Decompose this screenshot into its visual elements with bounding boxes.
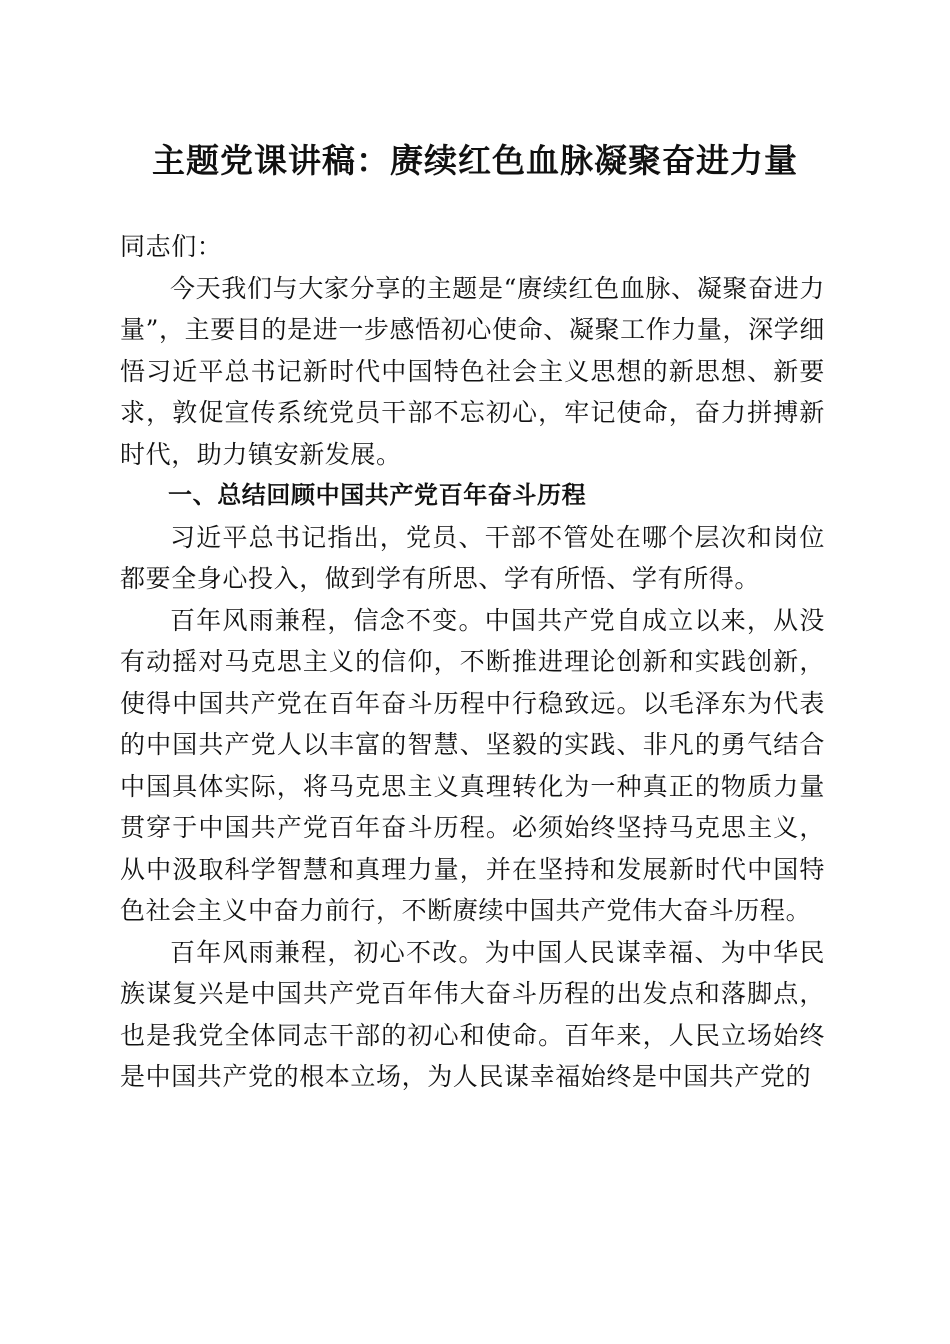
document-body — [120, 226, 825, 1098]
document-title: 主题党课讲稿：赓续红色血脉凝聚奋进力量 — [152, 141, 798, 180]
section-heading-1: 一、总结回顾中国共产党百年奋斗历程 — [168, 481, 587, 509]
section-paragraph: 百年风雨兼程，信念不变。中国共产党自成立以来，从没有动摇对马克思主义的信仰，不断推进理论创新和实践创新，使得中国共产党在百年奋斗历程中行稳致远。以毛泽东为代表的中国共产党人以丰富的智慧、坚毅的实践、非凡的勇气结合中国具体实际，将马克思主义真理转化为一种真正的物质力量贯穿于中国共产党百年奋斗历程。必须始终坚持马克思主义，从中汲取科学智慧和真理力量，并在坚持和发展新时代中国特色社会主义中奋力前行，不断赓续中国共产党伟大奋斗历程。 — [120, 605, 825, 925]
section-paragraph: 百年风雨兼程，初心不改。为中国人民谋幸福、为中华民族谋复兴是中国共产党百年伟大奋斗历程的出发点和落脚点，也是我党全体同志干部的初心和使命。百年来，人民立场始终是中国共产党的根本立场，为人民谋幸福始终是中国共产党的 — [120, 937, 825, 1091]
intro-paragraph: 今天我们与大家分享的主题是“赓续红色血脉、凝聚奋进力量”，主要目的是进一步感悟初心使命、凝聚工作力量，深学细悟习近平总书记新时代中国特色社会主义思想的新思想、新要求，敦促宣传系统党员干部不忘初心，牢记使命，奋力拼搏新时代，助力镇安新发展。 — [120, 273, 825, 469]
salutation: 同志们： — [120, 232, 223, 261]
section-paragraph: 习近平总书记指出，党员、干部不管处在哪个层次和岗位都要全身心投入，做到学有所思、学有所悟、学有所得。 — [120, 522, 825, 593]
